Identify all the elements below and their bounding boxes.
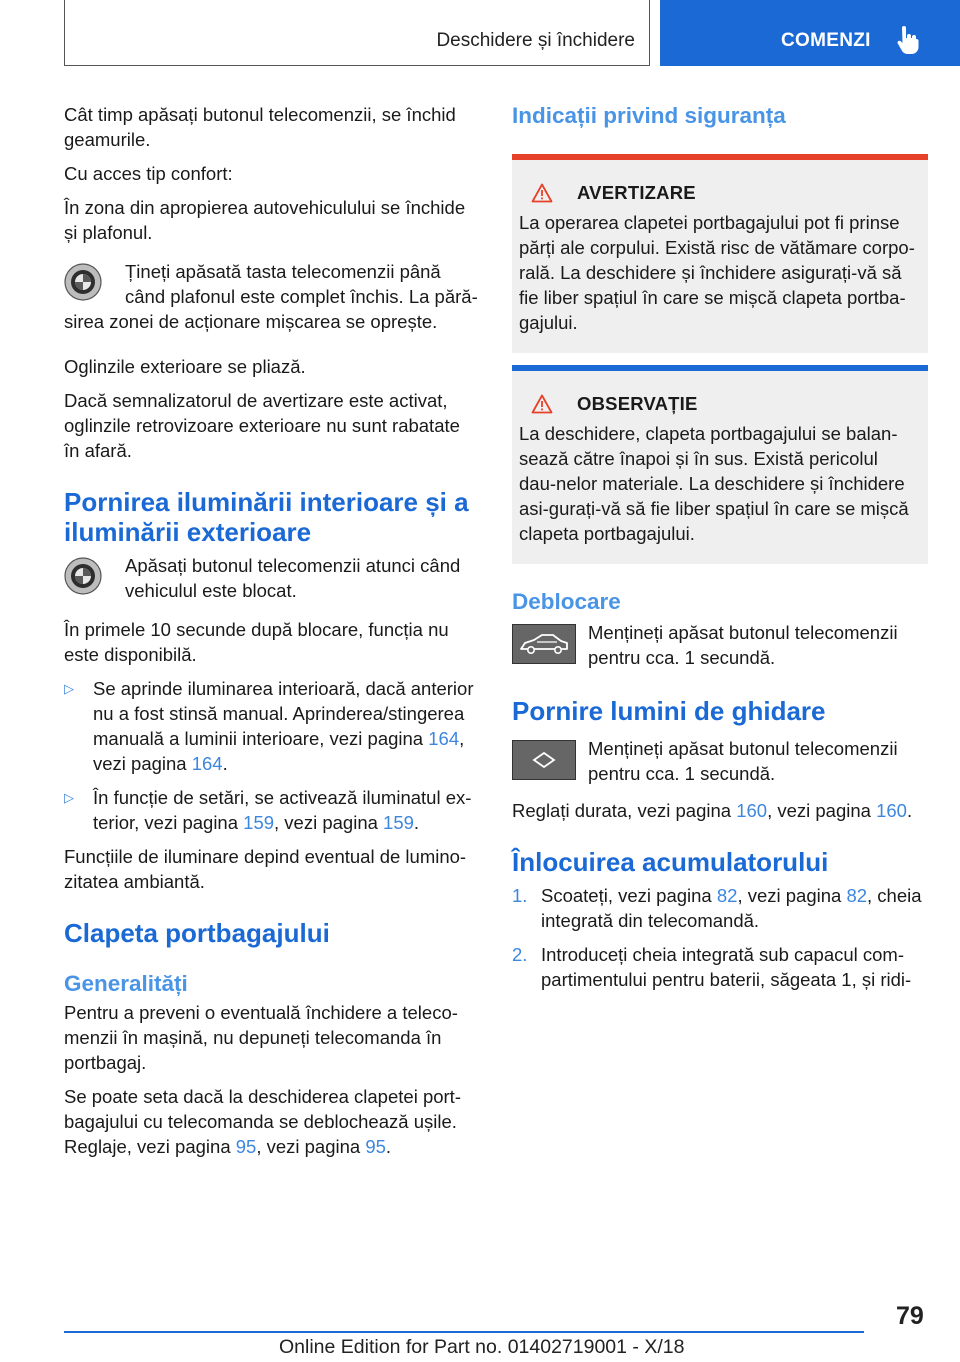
heading-unlock: Deblocare <box>512 589 621 614</box>
list-item: ▷ În funcție de setări, se activează iluminatul ex-terior, vezi pagina 159, vezi pagina 159. <box>64 787 472 833</box>
right-column <box>512 102 928 1001</box>
tab-comenzi[interactable] <box>660 0 960 66</box>
page-link[interactable]: 159 <box>243 812 275 833</box>
page-link[interactable]: 164 <box>428 728 460 749</box>
paragraph: Cât timp apăsați butonul telecomenzii, se închid geamurile. <box>64 104 456 150</box>
note-box <box>512 365 928 564</box>
note-text: La deschidere, clapeta portbagajului se balan-sează către înapoi și în sus. Există pericolul dau-nelor materiale. La deschidere și închidere asi-gurați-vă să fie liber spațiul în care se mișcă clapeta portbagajului. <box>519 423 909 544</box>
paragraph: În primele 10 secunde după blocare, funcția nu este disponibilă. <box>64 619 449 665</box>
trunk-button-image <box>512 624 576 664</box>
car-trunk-icon <box>517 630 571 658</box>
paragraph: Dacă semnalizatorul de avertizare este activat, oglinzile retrovizoare exterioare nu sunt rabatate în afară. <box>64 390 460 461</box>
key-instruction <box>64 553 480 603</box>
page-link[interactable]: 82 <box>716 885 738 906</box>
guide-instruction <box>512 736 928 786</box>
diamond-icon <box>524 748 564 772</box>
step-number: 1. <box>512 885 528 906</box>
paragraph: Cu acces tip confort: <box>64 163 233 184</box>
warning-text: La operarea clapetei portbagajului pot fi prinse părți ale corpului. Există risc de vătămare corpo-rală. La deschidere și închidere asigurați-vă să fie liber spațiul în care se mișcă clapeta portba-gajului. <box>519 212 915 333</box>
heading-battery: Înlocuirea acumulatorului <box>512 847 829 877</box>
heading-safety: Indicații privind siguranța <box>512 103 786 128</box>
left-column <box>64 102 480 1168</box>
paragraph: Pentru a preveni o eventuală închidere a teleco-menzii în mașină, nu depuneți telecomanda în portbagaj. <box>64 1002 458 1073</box>
page-link[interactable]: 82 <box>846 885 868 906</box>
page-link[interactable]: 95 <box>235 1136 257 1157</box>
warning-box <box>512 154 928 353</box>
page-link[interactable]: 164 <box>191 753 223 774</box>
list-item: 2. Introduceți cheia integrată sub capacul com-partimentului pentru baterii, săgeata 1, și ridi- <box>512 944 912 990</box>
bmw-key-button-icon <box>64 557 102 595</box>
header-section-box <box>64 0 650 66</box>
section-title: Deschidere și închidere <box>436 30 635 51</box>
warning-header <box>531 182 920 204</box>
note-header <box>531 393 920 415</box>
pointing-hand-icon <box>896 26 920 54</box>
tab-comenzi-label: COMENZI <box>781 30 871 51</box>
paragraph: Funcțiile de iluminare depind eventual de lumino-zitatea ambiantă. <box>64 846 467 892</box>
footer-edition: Online Edition for Part no. 01402719001 - X/18 <box>279 1336 685 1358</box>
paragraph: Se poate seta dacă la deschiderea clapetei port-bagajului cu telecomanda se deblochează ușile. Reglaje, vezi pagina 95, vezi pagina 95. <box>64 1086 461 1157</box>
heading-general: Generalități <box>64 971 188 996</box>
step-number: 2. <box>512 944 528 965</box>
list-item: 1. Scoateți, vezi pagina 82, vezi pagina 82, cheia integrată din telecomandă. <box>512 885 922 931</box>
bullet-triangle-icon: ▷ <box>64 681 74 696</box>
unlock-text: Mențineți apăsat butonul telecomenzii pentru cca. 1 secundă. <box>588 622 898 668</box>
heading-lights: Pornirea iluminării interioare și a iluminării exterioare <box>64 487 469 547</box>
page-link[interactable]: 159 <box>383 812 414 833</box>
key-instruction <box>64 259 480 334</box>
warning-label: AVERTIZARE <box>577 182 696 203</box>
warning-triangle-icon <box>531 394 553 414</box>
footer-divider <box>64 1331 864 1333</box>
warning-triangle-icon <box>531 183 553 203</box>
paragraph: Reglați durata, vezi pagina 160, vezi pagina 160. <box>512 800 913 821</box>
paragraph: Oglinzile exterioare se pliază. <box>64 356 306 377</box>
list-item: ▷ Se aprinde iluminarea interioară, dacă anterior nu a fost stinsă manual. Aprinderea/stingerea manuală a luminii interioare, vezi pagina 164, vezi pagina 164. <box>64 678 474 774</box>
page-link[interactable]: 160 <box>736 800 768 821</box>
unlock-instruction <box>512 620 928 670</box>
bmw-key-button-icon <box>64 263 102 301</box>
note-label: OBSERVAȚIE <box>577 393 698 414</box>
key-instruction-text: Țineți apăsată tasta telecomenzii până când plafonul este complet închis. La pără-sirea zonei de acționare mișcarea se oprește. <box>64 261 478 332</box>
heading-guide-lights: Pornire lumini de ghidare <box>512 696 826 726</box>
page-number: 79 <box>896 1302 924 1330</box>
page-link[interactable]: 160 <box>876 800 907 821</box>
bullet-triangle-icon: ▷ <box>64 790 74 805</box>
heading-trunk: Clapeta portbagajului <box>64 918 330 948</box>
page-link[interactable]: 95 <box>365 1136 386 1157</box>
guide-button-image <box>512 740 576 780</box>
key-instruction-text: Apăsați butonul telecomenzii atunci când vehiculul este blocat. <box>125 555 461 601</box>
paragraph: În zona din apropierea autovehiculului se închide și plafonul. <box>64 197 466 243</box>
guide-text: Mențineți apăsat butonul telecomenzii pentru cca. 1 secundă. <box>588 738 898 784</box>
